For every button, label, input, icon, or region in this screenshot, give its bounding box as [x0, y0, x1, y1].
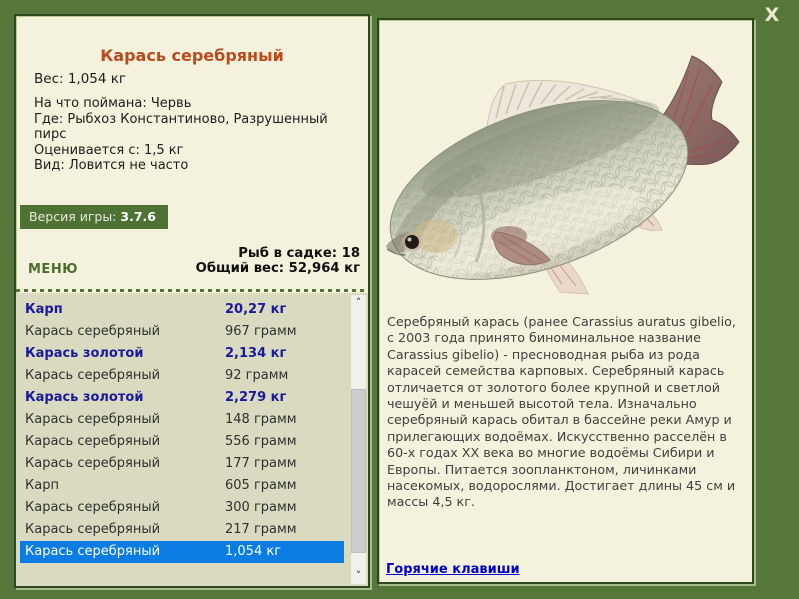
row-fish-weight: 556 грамм [225, 434, 297, 449]
detail-rating: Оценивается с: 1,5 кг [34, 142, 184, 158]
row-fish-name: Карась серебряный [25, 434, 161, 449]
table-row[interactable] [20, 475, 344, 497]
table-row[interactable] [20, 321, 344, 343]
row-fish-name: Карась серебряный [25, 500, 161, 515]
table-row[interactable] [20, 343, 344, 365]
table-row[interactable] [20, 497, 344, 519]
version-bar [20, 205, 168, 229]
row-fish-name: Карась серебряный [25, 522, 161, 537]
version-label: Версия игры: [29, 209, 117, 224]
detail-bait: На что поймана: Червь [34, 96, 192, 111]
row-fish-name: Карась серебряный [25, 368, 161, 383]
cage-info [196, 247, 360, 276]
fish-title: Карась серебряный [100, 46, 284, 65]
row-fish-name: Карась серебряный [25, 324, 161, 339]
row-fish-weight: 2,279 кг [225, 390, 287, 405]
detail-rarity: Вид: Ловится не часто [34, 158, 189, 173]
table-row[interactable] [20, 453, 344, 475]
catch-list-rows [20, 299, 344, 563]
table-row[interactable] [20, 365, 344, 387]
cage-fish-count: Рыб в садке: 18 [238, 246, 360, 261]
row-fish-weight: 92 грамм [225, 368, 289, 383]
row-fish-weight: 217 грамм [225, 522, 297, 537]
row-fish-weight: 2,134 кг [225, 346, 287, 361]
dotted-separator [16, 289, 368, 292]
table-row[interactable] [20, 431, 344, 453]
scroll-down-icon[interactable]: ˅ [355, 569, 362, 582]
fish-description-text: Серебряный карась (ранее Carassius auratus gibelio, с 2003 года принято биноминальное название Carassius gibelio) - пресноводная рыба из рода карасей семейства карповых. Серебряный карась отличается от золотого более крупной и светлой чешуёй и меньшей высотой тела. Изначально серебряный карась обитал в бассейне реки Амур и прилегающих водоёмах. Искусственно расселён в 60-х годах XX века во многие водоёмы Сибири и Европы. Питается зоопланктоном, личинками насекомых, водорослями. Достигает длины 45 см и массы 4,5 кг. [387, 314, 736, 510]
fish-details [34, 96, 346, 174]
scroll-up-icon[interactable]: ˄ [355, 296, 362, 309]
row-fish-name: Карп [25, 302, 63, 317]
row-fish-name: Карась серебряный [25, 412, 161, 427]
row-fish-name: Карась золотой [25, 390, 144, 405]
table-row[interactable] [20, 541, 344, 563]
silver-crucian-photo [384, 40, 740, 298]
row-fish-weight: 20,27 кг [225, 302, 287, 317]
version-value: 3.7.6 [120, 209, 156, 224]
row-fish-name: Карп [25, 478, 59, 493]
row-fish-name: Карась серебряный [25, 544, 161, 559]
table-row[interactable] [20, 299, 344, 321]
scroll-thumb[interactable] [351, 389, 366, 553]
fish-description-panel [377, 18, 754, 584]
table-row[interactable] [20, 519, 344, 541]
row-fish-weight: 1,054 кг [225, 544, 282, 559]
row-fish-name: Карась золотой [25, 346, 144, 361]
hotkeys-link[interactable]: Горячие клавиши [386, 562, 520, 577]
row-fish-weight: 148 грамм [225, 412, 297, 427]
fish-info-panel [14, 14, 370, 588]
cage-total-weight: Общий вес: 52,964 кг [195, 260, 360, 276]
menu-button[interactable]: МЕНЮ [28, 262, 78, 277]
close-button[interactable]: X [764, 4, 780, 26]
catch-list-scrollbar[interactable] [351, 295, 366, 584]
row-fish-weight: 967 грамм [225, 324, 297, 339]
fish-weight: Вес: 1,054 кг [34, 71, 127, 87]
row-fish-weight: 300 грамм [225, 500, 297, 515]
detail-location: Где: Рыбхоз Константиново, Разрушенный пирс [34, 111, 328, 142]
table-row[interactable] [20, 387, 344, 409]
table-row[interactable] [20, 409, 344, 431]
row-fish-name: Карась серебряный [25, 456, 161, 471]
row-fish-weight: 605 грамм [225, 478, 297, 493]
catch-list [16, 293, 368, 586]
row-fish-weight: 177 грамм [225, 456, 297, 471]
